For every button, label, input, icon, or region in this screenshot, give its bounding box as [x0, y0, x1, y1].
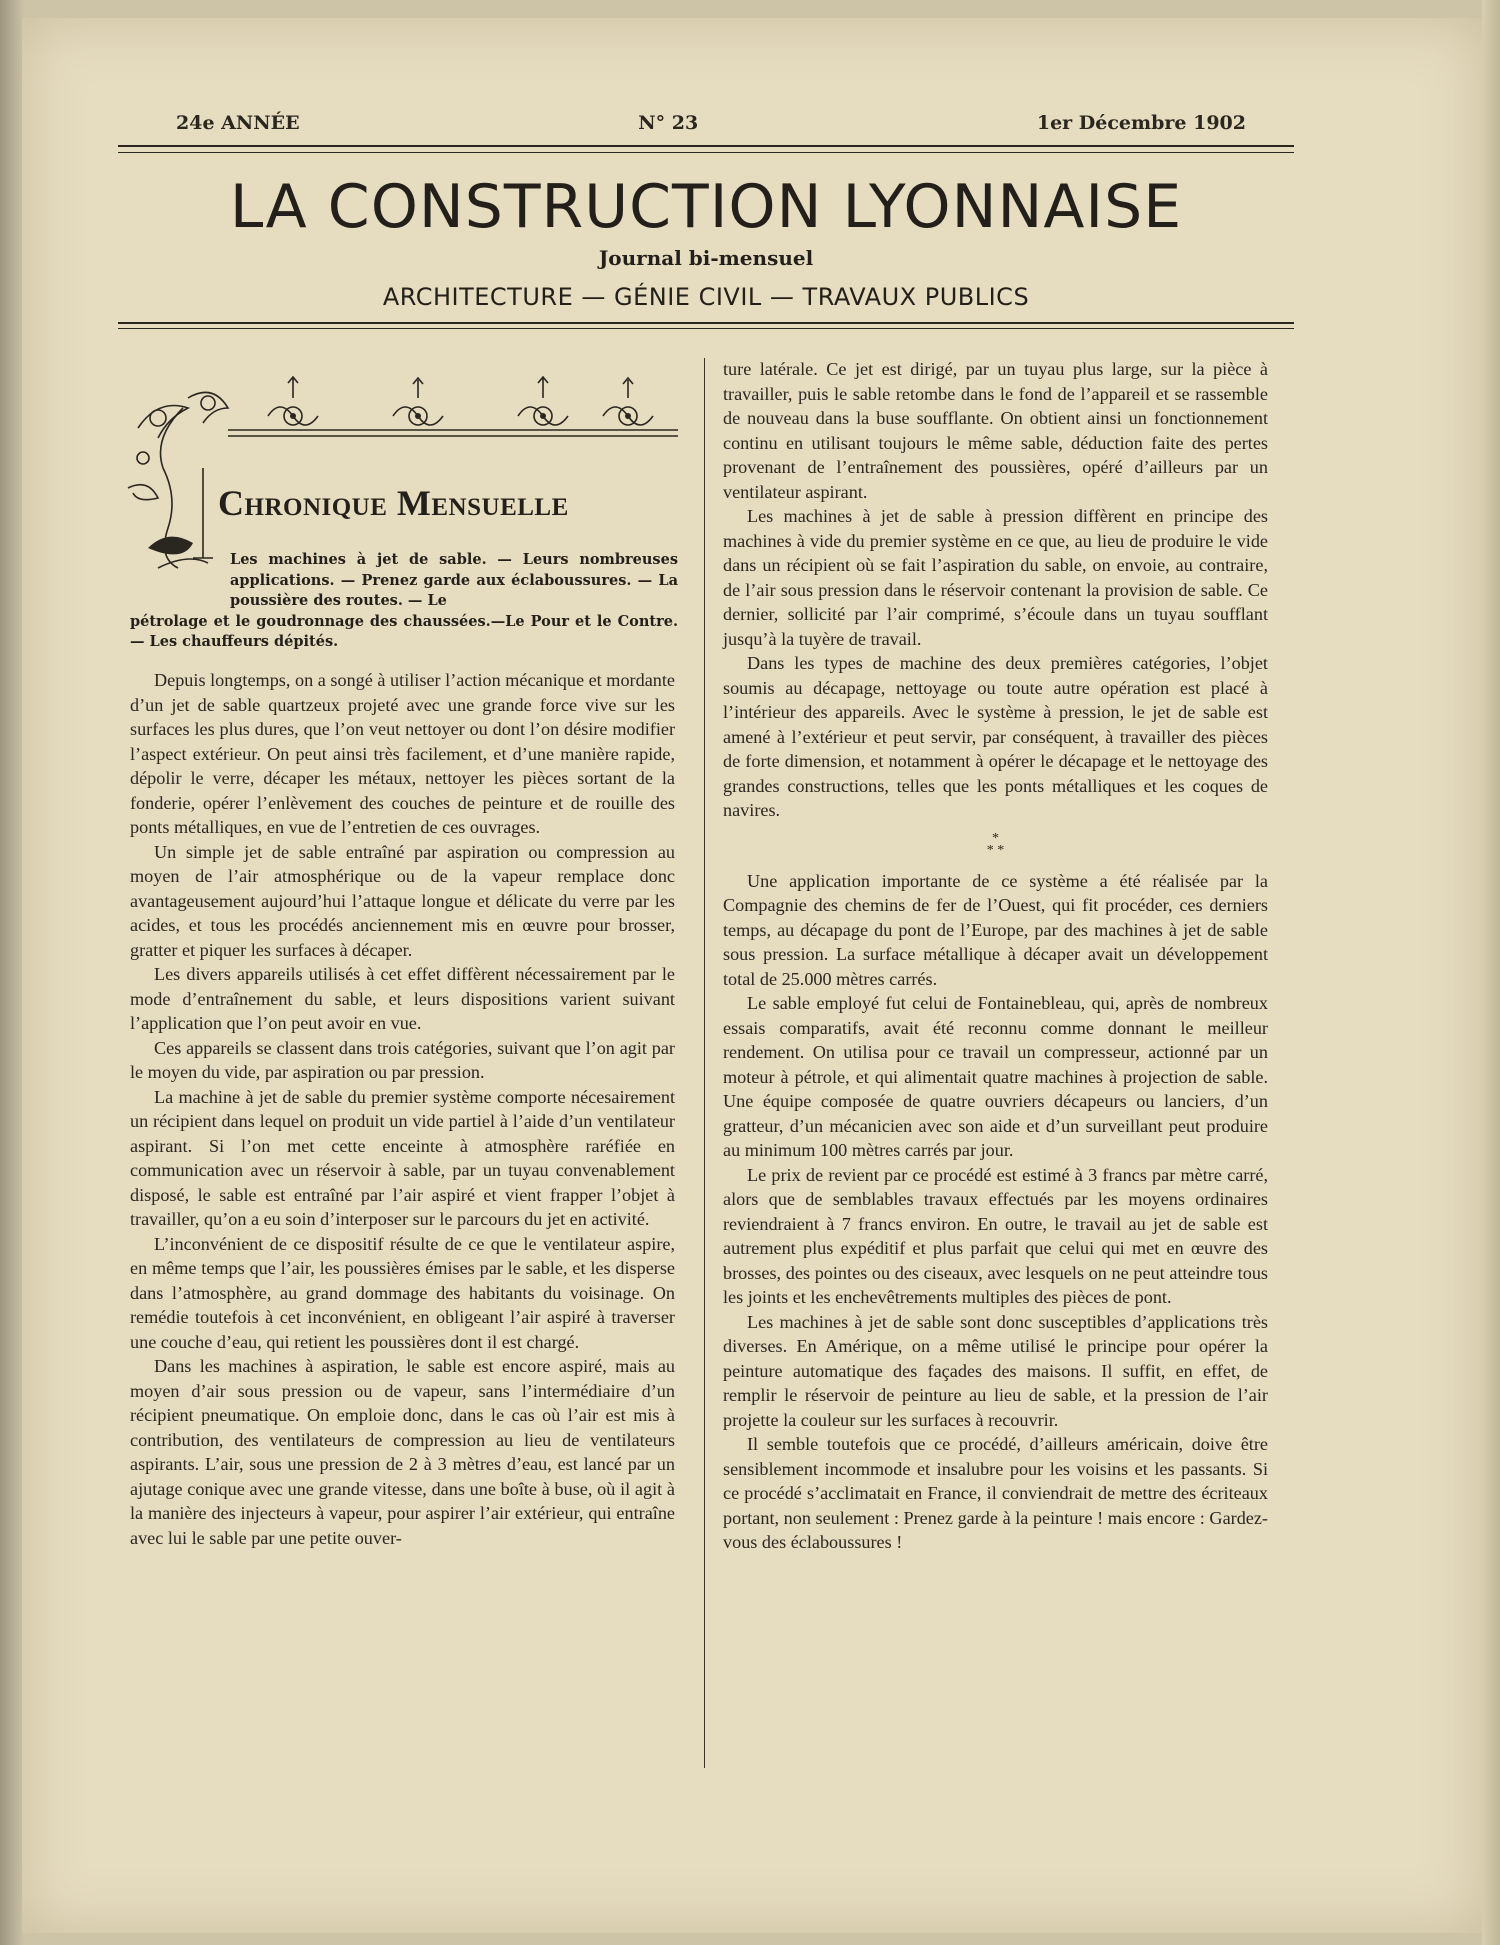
left-column	[130, 668, 675, 1768]
paragraph: Les divers appareils utilisés à cet effet diffèrent nécessairement par le mode d’entraînement du sable, et leurs dispositions varient suivant l’application que l’on peut avoir en vue.	[130, 964, 675, 1033]
issue-date: 1er Décembre 1902	[1036, 112, 1246, 134]
paragraph: Une application importante de ce système a été réalisée par la Compagnie des chemins de fer de l’Ouest, qui fit procéder, ces derniers temps, au décapage du pont de l’Europe, par des machines à jet de sable sous pression. La surface métallique à décaper avait un développement total de 25.000 mètres carrés.	[723, 870, 1268, 989]
paragraph: La machine à jet de sable du premier système comporte nécesairement un récipient dans lequel on produit un vide partiel à l’aide d’un ventilateur aspirant. Si l’on met cette enceinte à atmosphère raréfiée en communication avec un réservoir à sable, par un tuyau convenablement disposé, le sable est entraîné par l’air aspiré et vient frapper l’objet à travailler, qu’on a eu soin d’interposer sur le parcours du jet en activité.	[130, 1086, 675, 1229]
issue-header	[176, 112, 1246, 134]
floral-ornament-icon	[118, 368, 688, 578]
asterism-divider: * * *	[986, 830, 1005, 858]
paragraph: Dans les machines à aspiration, le sable est encore aspiré, mais au moyen d’air sous pression ou de vapeur, sans l’intermédiaire d’un récipient pneumatique. On emploie donc, dans le cas où l’air est mis à contribution, des ventilateurs de compression au lieu de ventilateurs aspirants. L’air, sous une pression de 2 à 3 mètres d’eau, est lancé par un ajutage conique avec une grande vitesse, dans une boîte à buse, où il agit à la manière des injecteurs à vapeur, pour aspirer l’air extérieur, qui entraîne avec lui le sable par une petite ouver-	[130, 1356, 675, 1548]
journal-subjects: ARCHITECTURE — GÉNIE CIVIL — TRAVAUX PUBLICS	[382, 283, 1030, 311]
paragraph: Les machines à jet de sable sont donc susceptibles d’applications très diverses. En Amérique, on a même utilisé le principe pour opérer la peinture automatique des façades des maisons. Il suffit, en effet, de remplir le réservoir de peinture au lieu de sable, et la pression de l’air projette la couleur sur les surfaces à recouvrir.	[723, 1311, 1268, 1430]
masthead-rule	[118, 322, 1294, 329]
paragraph: Ces appareils se classent dans trois catégories, suivant que l’on agit par le moyen du vide, par aspiration ou par pression.	[130, 1037, 675, 1082]
section-heading: Chronique Mensuelle	[218, 483, 569, 523]
year-label: 24e ANNÉE	[176, 112, 300, 134]
paragraph: Le prix de revient par ce procédé est estimé à 3 francs par mètre carré, alors que de semblables travaux effectués par les moyens ordinaires reviendraient à 7 francs environ. En outre, le travail au jet de sable est autrement plus expéditif et plus parfait que celui qui met en œuvre des brosses, des pointes ou des ciseaux, avec lesquels on ne peut atteindre tous les joints et les enchevêtrements multiples des pièces de pont.	[723, 1164, 1268, 1307]
column-divider	[704, 358, 705, 1768]
summary-line: Les machines à jet de sable. — Leurs nombreuses applications. — Prenez garde aux éclaboussures. — La poussière des routes. — Le	[230, 551, 678, 609]
paragraph: Le sable employé fut celui de Fontainebleau, qui, après de nombreux essais comparatifs, avait été reconnu comme donnant le meilleur rendement. On utilisa pour ce travail un compresseur, actionné par un moteur à pétrole, et qui alimentait quatre machines à projection de sable. Une équipe composée de quatre ouvriers décapeurs ou lanciers, d’un gratteur, d’un mécanicien avec son aide et d’un surveillant peut produire au minimum 100 mètres carrés par jour.	[723, 993, 1268, 1160]
paragraph: Il semble toutefois que ce procédé, d’ailleurs américain, doive être sensiblement incommode et insalubre pour les voisins et les passants. Si ce procédé s’acclimatait en France, il conviendrait de mettre des écriteaux portant, non seulement : Prenez garde à la peinture ! mais encore : Gardez-vous des éclaboussures !	[723, 1434, 1268, 1552]
issue-number: N° 23	[638, 112, 699, 134]
right-column	[723, 357, 1268, 1757]
summary-line: pétrolage et le goudronnage des chaussées.—Le Pour et le Contre. — Les chauffeurs dépités.	[130, 612, 678, 650]
header-rule	[118, 145, 1294, 153]
paragraph: Un simple jet de sable entraîné par aspiration ou compression au moyen de l’air atmosphérique ou de la vapeur remplace donc avantageusement aujourd’hui l’attaque longue et délicate du verre par les acides, et tous les procédés anciennement mis en œuvre pour brosser, gratter et piquer les surfaces à décaper.	[130, 841, 675, 960]
paragraph: L’inconvénient de ce dispositif résulte de ce que le ventilateur aspire, en même temps que l’air, les poussières émises par le sable, et les disperse dans l’atmosphère, au grand dommage des habitants du voisinage. On remédie toutefois à cet inconvénient, en obligeant l’air aspiré à traverser une couche d’eau, qui retient les poussières dont il est chargé.	[130, 1233, 675, 1352]
page-edge	[1482, 0, 1500, 1945]
paragraph: Dans les types de machine des deux premières catégories, l’objet soumis au décapage, nettoyage ou toute autre opération est placé à l’intérieur des appareils. Avec le système à pression, le jet de sable est amené à l’extérieur et peut servir, par conséquent, à travailler des pièces de forte dimension, et notamment à opérer le décapage et le nettoyage des grandes constructions, telles que les ponts métalliques et les coques de navires.	[723, 653, 1268, 820]
article-summary	[130, 550, 678, 653]
journal-subtitle: Journal bi-mensuel	[598, 246, 814, 270]
paragraph: ture latérale. Ce jet est dirigé, par un tuyau plus large, sur la pièce à travailler, puis le sable retombe dans le fond de l’appareil et se rassemble de nouveau dans la buse soufflante. On obtient ainsi un fonctionnement continu en utilisant toujours le même sable, déduction faite des pertes provenant de l’entraînement des poussières, opéré d’ailleurs par un ventilateur aspirant.	[723, 359, 1268, 502]
paragraph: Les machines à jet de sable à pression diffèrent en principe des machines à vide du premier système en ce que, au lieu de produire le vide dans un récipient où se fait l’aspiration du sable, on envoie, au contraire, de l’air sous pression dans le réservoir contenant la provision de sable. Ce dernier, sollicité par l’air comprimé, s’écoule dans un tuyau soufflant jusqu’à la tuyère de travail.	[723, 506, 1268, 649]
journal-title: LA CONSTRUCTION LYONNAISE	[229, 172, 1183, 242]
paragraph: Depuis longtemps, on a songé à utiliser l’action mécanique et mordante d’un jet de sable quartzeux projeté avec une grande force vive sur les surfaces les plus dures, que l’on veut nettoyer ou dont l’on désire modifier l’aspect extérieur. On peut ainsi très facilement, et d’une manière rapide, dépolir le verre, décaper les métaux, nettoyer les pièces sortant de la fonderie, opérer l’enlèvement des couches de peinture et de rouille des ponts métalliques, en vue de l’entretien de ces ouvrages.	[130, 670, 675, 837]
